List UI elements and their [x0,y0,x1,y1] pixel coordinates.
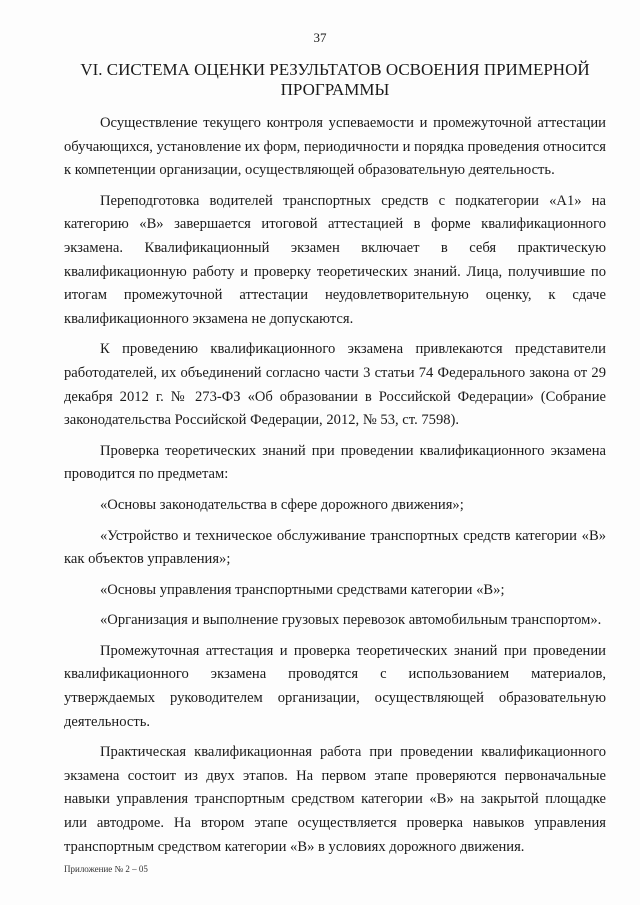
subject-item-3: «Основы управления транспортными средствами категории «В»; [100,581,505,598]
paragraph-assessment-control: Осуществление текущего контроля успеваемости и промежуточной аттестации обучающихся, установление их форм, периодичности и порядка проведения относится к компетенции организации, осуществляющей образовательную деятельность. [64,115,606,179]
paragraph-exam-materials: Промежуточная аттестация и проверка теоретических знаний при проведении квалификационного экзамена проводятся с использованием материалов, утверждаемых руководителем организации, осуществляющей образовательную деятельность. [64,642,606,730]
section-heading [70,60,600,100]
footer-note: Приложение № 2 – 05 [64,864,148,874]
section-heading-line-1: VI. СИСТЕМА ОЦЕНКИ РЕЗУЛЬТАТОВ ОСВОЕНИЯ ПРИМЕРНОЙ [80,60,590,79]
section-heading-line-2: ПРОГРАММЫ [280,80,390,99]
body-text [64,112,606,859]
paragraph-final-attestation: Переподготовка водителей транспортных средств с подкатегории «А1» на категорию «В» завершается итоговой аттестацией в форме квалификационного экзамена. Квалификационный экзамен включает в себя практическую квалификационную работу и проверку теоретических знаний. Лица, получившие по итогам промежуточной аттестации неудовлетворительную оценку, к сдаче квалификационного экзамена не допускаются. [64,192,606,327]
page-number: 37 [313,30,327,45]
subject-item-1: «Основы законодательства в сфере дорожного движения»; [100,496,464,513]
paragraph-employer-representatives: К проведению квалификационного экзамена привлекаются представители работодателей, их объединений согласно части 3 статьи 74 Федерального закона от 29 декабря 2012 г. № 273-ФЗ «Об образовании в Российской Федерации» (Собрание законодательства Российской Федерации, 2012, № 53, ст. 7598). [64,341,606,429]
paragraph-practical-work: Практическая квалификационная работа при проведении квалификационного экзамена состоит из двух этапов. На первом этапе проверяются первоначальные навыки управления транспортным средством категории «В» на закрытой площадке или автодроме. На втором этапе осуществляется проверка навыков управления транспортным средством категории «В» в условиях дорожного движения. [64,744,606,855]
subject-item-4: «Организация и выполнение грузовых перевозок автомобильным транспортом». [100,612,602,629]
paragraph-theory-subjects-intro: Проверка теоретических знаний при проведении квалификационного экзамена проводится по предметам: [64,442,606,483]
subject-item-2: «Устройство и техническое обслуживание транспортных средств категории «В» как объектов управления»; [64,527,606,568]
